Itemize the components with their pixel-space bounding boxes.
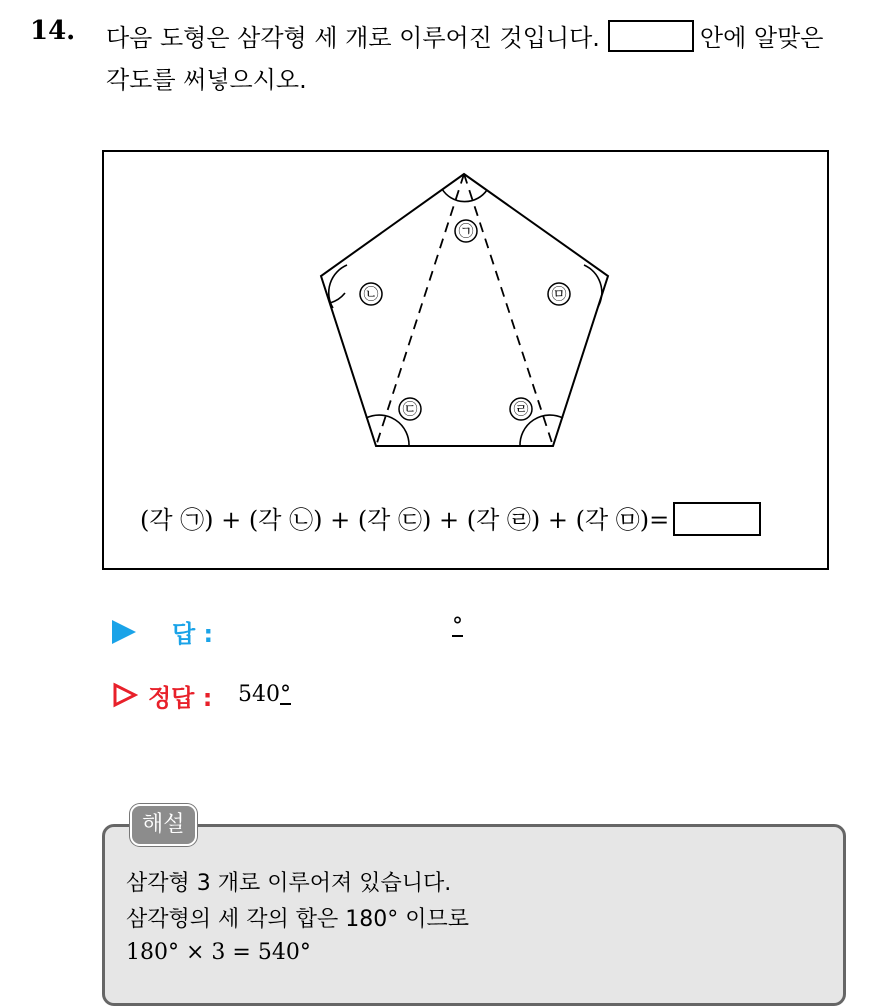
answer-row bbox=[112, 612, 512, 652]
question-text-before-blank: 다음 도형은 삼각형 세 개로 이루어진 것입니다. bbox=[106, 24, 600, 52]
equation-text: (각 ㉠) + (각 ㉡) + (각 ㉢) + (각 ㉣) + (각 ㉤)= bbox=[140, 506, 670, 534]
question-text-after-blank: 안에 알맞은 bbox=[699, 24, 824, 52]
pentagon-shape bbox=[321, 174, 608, 446]
correct-answer-number: 540 bbox=[238, 682, 280, 707]
answer-label: 답 : bbox=[172, 620, 214, 648]
question-number: 14. bbox=[30, 16, 76, 46]
question-text-line1 bbox=[106, 18, 823, 55]
outline-triangle-icon bbox=[112, 682, 138, 708]
angle-arc-left-inner bbox=[330, 293, 345, 303]
question-text-line2: 각도를 써넣으시오. bbox=[106, 66, 307, 94]
angle-arc-left bbox=[329, 265, 347, 308]
correct-answer-value bbox=[238, 682, 291, 707]
diagonal-right bbox=[464, 174, 553, 446]
answer-input[interactable]: ° bbox=[452, 614, 463, 639]
explanation-line2: 삼각형의 세 각의 합은 180° 이므로 bbox=[126, 907, 469, 932]
angle-sum-equation bbox=[140, 500, 761, 539]
angle-label-c: ㉢ bbox=[402, 400, 418, 418]
correct-answer-unit: ° bbox=[280, 682, 291, 707]
explanation-line1: 삼각형 3 개로 이루어져 있습니다. bbox=[126, 871, 452, 896]
angle-arc-bottom-right bbox=[520, 415, 563, 446]
angle-arc-top bbox=[442, 189, 487, 202]
angle-label-b: ㉡ bbox=[363, 285, 379, 303]
equation-answer-blank bbox=[673, 502, 761, 536]
play-triangle-icon bbox=[112, 620, 136, 644]
correct-answer-row bbox=[112, 676, 512, 716]
correct-answer-label: 정답 : bbox=[148, 684, 213, 712]
angle-arc-bottom-left bbox=[366, 415, 409, 446]
explanation-line3: 180° × 3 = 540° bbox=[126, 940, 311, 965]
question-answer-blank bbox=[608, 20, 694, 52]
figure-box bbox=[102, 150, 829, 570]
angle-label-d: ㉣ bbox=[513, 400, 529, 418]
explanation-tab: 해설 bbox=[130, 804, 197, 846]
angle-label-e: ㉤ bbox=[551, 285, 567, 303]
angle-label-a: ㉠ bbox=[458, 222, 474, 240]
